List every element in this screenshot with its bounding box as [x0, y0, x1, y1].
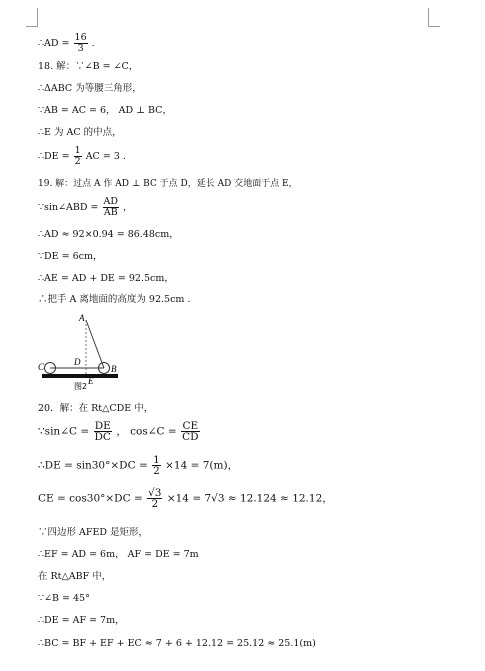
fraction-denominator: AB	[103, 207, 118, 218]
fraction-numerator: 1	[153, 454, 160, 466]
line-rt-abf: 在 Rt△ABF 中，	[38, 571, 112, 582]
line-text: ∴DE = sin30°×DC =	[38, 459, 148, 472]
margin-corner-mark-right	[428, 8, 440, 27]
line-ae-value: ∴AE = AD + DE = 92.5cm，	[38, 273, 174, 284]
fraction	[181, 421, 199, 442]
line-handle-height: ∴把手 A 离地面的高度为 92.5cm .	[38, 294, 191, 305]
line-rectangle-afed: ∵四边形 AFED 是矩形，	[38, 527, 149, 538]
line-text: ×14 = 7(m)，	[165, 459, 239, 472]
label-d: D	[74, 357, 81, 367]
fraction-numerator: AD	[103, 196, 118, 207]
line-ef-af: ∴EF = AD = 6m， AF = DE = 7m	[38, 549, 199, 560]
line-de-af: ∴DE = AF = 7m，	[38, 615, 125, 626]
fraction-denominator: 2	[74, 156, 81, 167]
figure-caption: 图2	[74, 382, 88, 391]
fraction-numerator: CE	[182, 420, 199, 432]
answer-line-ad	[38, 33, 95, 54]
fraction-numerator: √3	[148, 487, 162, 499]
line-triangle-isosceles: ∴ΔABC 为等腰三角形，	[38, 83, 142, 94]
problem-19-heading: 19. 解：过点 A 作 AD ⊥ BC 于点 D，延长 AD 交地面于点 E，	[38, 179, 298, 189]
fraction-numerator: 16	[74, 32, 87, 43]
line-ce-cos30	[38, 488, 333, 509]
line-de-sin30	[38, 455, 238, 476]
line-text: .	[91, 38, 95, 49]
fraction-denominator: 2	[151, 498, 159, 510]
line-e-midpoint: ∴E 为 AC 的中点，	[38, 127, 122, 138]
label-e: E	[88, 376, 94, 386]
margin-corner-mark-left	[26, 8, 38, 27]
fraction	[147, 488, 162, 509]
line-text: ×14 = 7√3 ≈ 12.124 ≈ 12.12，	[166, 492, 333, 505]
line-ad-value: ∴AD ≈ 92×0.94 = 86.48cm，	[38, 229, 179, 240]
line-text: ∴DE =	[38, 151, 70, 162]
label-a: A	[79, 313, 85, 323]
fraction	[103, 197, 119, 218]
line-text: AC = 3 .	[85, 151, 126, 162]
fraction-denominator: 3	[77, 43, 84, 54]
line-sin-abd	[38, 197, 133, 218]
fraction-denominator: CD	[182, 431, 199, 443]
line-text: ∵sin∠C =	[38, 425, 90, 438]
ground-bar	[42, 374, 118, 378]
fraction	[94, 421, 112, 442]
line-text: CE = cos30°×DC =	[38, 492, 143, 505]
figure-2-diagram	[36, 312, 126, 392]
fraction	[152, 455, 161, 476]
problem-18-heading: 18. 解：∵∠B = ∠C，	[38, 61, 139, 72]
line-de-half-ac	[38, 146, 126, 167]
line-text: ∵sin∠ABD =	[38, 202, 99, 213]
line-de-value: ∵DE = 6cm，	[38, 251, 103, 262]
fraction-denominator: 2	[153, 465, 160, 477]
line-sin-cos-c	[38, 421, 201, 442]
line-angle-b: ∵∠B = 45°	[38, 593, 90, 604]
fraction-numerator: DE	[94, 420, 111, 432]
label-c: C	[38, 362, 45, 372]
fraction-numerator: 1	[74, 145, 81, 156]
fraction-denominator: DC	[94, 431, 111, 443]
line-text: ∴AD =	[38, 38, 70, 49]
handle-ab	[86, 320, 104, 368]
line-bc-total: ∴BC = BF + EF + EC ≈ 7 + 6 + 12.12 = 25.12 ≈ 25.1(m)	[38, 638, 316, 649]
label-b: B	[111, 364, 117, 374]
fraction	[74, 146, 82, 167]
line-text: ，	[123, 202, 133, 213]
fraction	[74, 33, 88, 54]
line-text: ， cos∠C =	[116, 425, 177, 438]
problem-20-heading: 20．解：在 Rt△CDE 中，	[38, 403, 154, 414]
line-ab-ac: ∵AB = AC = 6， AD ⊥ BC，	[38, 105, 172, 116]
